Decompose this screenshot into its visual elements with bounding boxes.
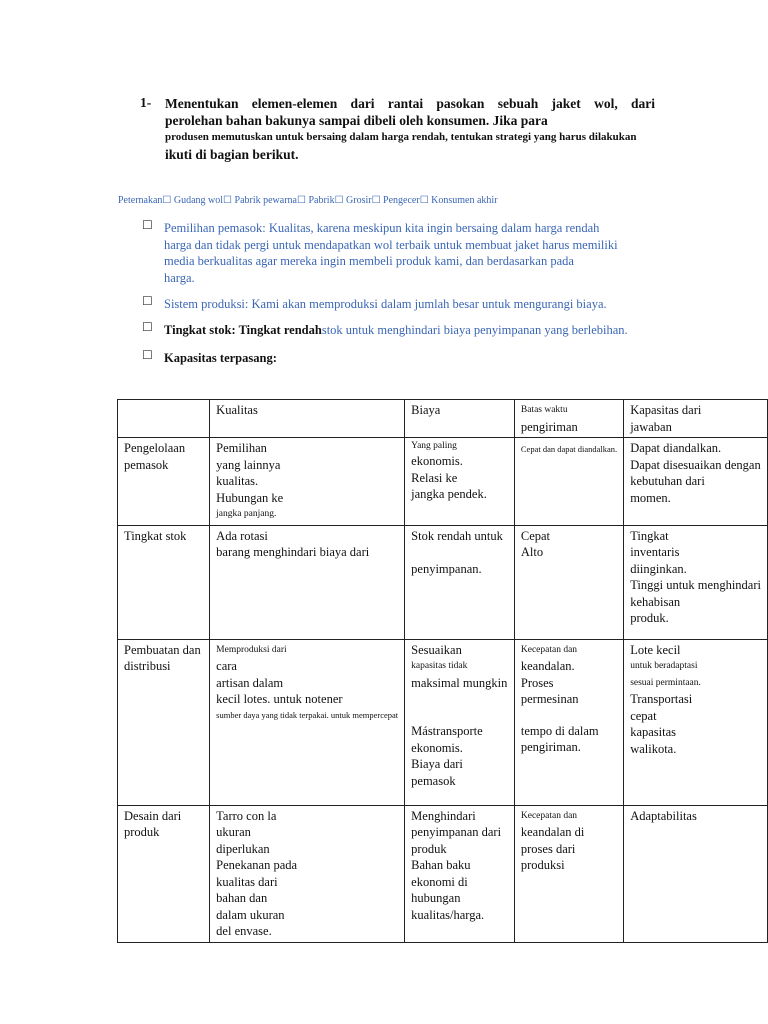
cell-line: Sesuaikan	[411, 642, 462, 657]
cell-line: distribusi	[124, 659, 171, 673]
supplier-selection-paragraph	[164, 220, 618, 286]
row-label	[118, 805, 210, 942]
cell-line: Tingkat	[630, 528, 669, 543]
table-cell	[514, 805, 623, 942]
cell-line: permesinan	[520, 692, 579, 706]
header-delivery: Batas waktu	[520, 405, 568, 415]
cell-line: keandalan di	[520, 825, 585, 839]
table-cell	[405, 438, 515, 526]
cell-line: kapasitas	[630, 725, 677, 739]
cell-line: pengiriman.	[520, 740, 581, 754]
cell-line: Dapat diandalkan.	[630, 441, 722, 455]
cell-line: produk	[411, 841, 447, 856]
row-label	[118, 525, 210, 639]
header-cost: Biaya	[411, 403, 441, 417]
table-header-row	[118, 400, 768, 438]
cell-line: kebutuhan dari	[630, 474, 705, 488]
table-cell	[514, 438, 623, 526]
row-label	[118, 639, 210, 805]
cell-line: diperlukan	[216, 841, 270, 856]
cell-line: cara	[216, 659, 237, 673]
cell-spacer	[411, 691, 508, 723]
table-cell	[405, 639, 515, 805]
installed-capacity-heading: Kapasitas terpasang:	[164, 351, 277, 365]
header-delivery-2: pengiriman	[520, 419, 578, 434]
cell-line: artisan dalam	[216, 675, 284, 690]
header-capacity: Kapasitas dari	[630, 403, 702, 417]
bullet-icon: ☐	[142, 320, 153, 334]
cell-line: jangka pendek.	[411, 487, 487, 501]
cell-line: Tarro con la	[216, 808, 277, 823]
cell-line: tempo di dalam	[520, 723, 599, 738]
cell-line: dalam ukuran	[216, 907, 285, 922]
cell-line: keandalan.	[520, 659, 575, 673]
cell-line: diinginkan.	[630, 561, 687, 576]
paragraph-line: harga dan tidak pergi untuk mendapatkan wol terbaik untuk membuat jaket harus memiliki	[164, 237, 618, 252]
cell-line: Mástransporte	[411, 724, 483, 738]
cell-line: Transportasi	[630, 692, 693, 706]
cell-line: kualitas/harga.	[411, 907, 485, 922]
cell-line	[521, 440, 617, 458]
cell-line: ekonomi di	[411, 874, 468, 889]
cell-spacer	[521, 708, 617, 723]
header-quality: Kualitas	[216, 403, 258, 417]
question-line-2: perolehan bahan bakunya sampai dibeli oleh konsumen. Jika para	[165, 113, 548, 128]
cell-line: pemasok	[411, 773, 456, 788]
cell-line: hubungan	[411, 891, 461, 905]
cell-line: inventaris	[630, 545, 680, 559]
cell-line: kecil lotes. untuk notener	[216, 692, 343, 706]
cell-line: walikota.	[630, 741, 677, 756]
cell-line: Ada rotasi	[216, 528, 268, 543]
cell-line: Dapat disesuaikan dengan	[630, 457, 761, 472]
table-cell	[624, 438, 768, 526]
question-number: 1-	[140, 95, 152, 110]
bullet-icon: ☐	[142, 294, 153, 308]
cell-line: kehabisan	[630, 594, 681, 609]
cell-line: Tinggi untuk menghindari	[630, 578, 761, 592]
cell-line: momen.	[630, 490, 671, 505]
table-cell	[405, 525, 515, 639]
cell-line: sumber daya yang tidak terpakai. untuk mempercepat	[216, 709, 399, 720]
cell-line: Alto	[520, 545, 544, 559]
cell-line: Kecepatan dan	[520, 810, 578, 821]
row-label	[118, 438, 210, 526]
cell-line: penyimpanan dari	[411, 825, 502, 839]
cell-line: untuk beradaptasi	[630, 661, 698, 671]
cell-line: Proses	[520, 675, 554, 690]
cell-line: ekonomis.	[411, 454, 463, 468]
cell-line: Desain dari	[124, 808, 182, 823]
table-cell	[210, 805, 405, 942]
cell-line: del envase.	[216, 924, 272, 938]
table-header-cell	[405, 400, 515, 438]
cell-line: Penekanan pada	[216, 858, 298, 872]
cell-line: Kecepatan dan	[520, 644, 578, 655]
cell-line: Cepat	[520, 528, 551, 543]
question-line-1: Menentukan elemen-elemen dari rantai pasokan sebuah jaket wol, dari	[165, 96, 655, 111]
cell-line: kapasitas tidak	[411, 661, 468, 671]
cell-line: ukuran	[216, 825, 251, 839]
cell-line: Memproduksi dari	[216, 644, 287, 655]
cell-line: Adaptabilitas	[630, 808, 697, 823]
table-header-cell	[210, 400, 405, 438]
table-row	[118, 525, 768, 639]
cell-line: ekonomis.	[411, 740, 463, 755]
cell-line: Pemilihan	[216, 441, 267, 455]
cell-line: yang lainnya	[216, 457, 281, 472]
question-line-3: produsen memutuskan untuk bersaing dalam harga rendah, tentukan strategi yang harus dilakukan	[165, 131, 637, 143]
table-cell	[624, 525, 768, 639]
production-system-paragraph: Sistem produksi: Kami akan memproduksi dalam jumlah besar untuk mengurangi biaya.	[164, 297, 607, 311]
cell-line: Pembuatan dan	[124, 642, 201, 657]
question-line-4: ikuti di bagian berikut.	[165, 147, 299, 162]
table-cell	[210, 525, 405, 639]
table-header-empty	[118, 400, 210, 438]
stock-level-label: Tingkat stok: Tingkat rendah	[164, 323, 322, 337]
table-cell	[405, 805, 515, 942]
cell-line: Menghindari	[411, 808, 476, 823]
table-cell	[514, 639, 623, 805]
table-cell	[210, 438, 405, 526]
paragraph-line: harga.	[164, 270, 195, 285]
cell-line: Hubungan ke	[216, 490, 284, 505]
cell-line: bahan dan	[216, 891, 268, 905]
cell-line: Relasi ke	[411, 470, 458, 485]
header-capacity-2: jawaban	[630, 419, 672, 434]
cell-line: kualitas dari	[216, 874, 278, 889]
cell-line: Pengelolaan	[124, 441, 186, 455]
cell-line: produksi	[520, 858, 565, 872]
bullet-icon: ☐	[142, 348, 153, 362]
supply-chain-line: Peternakan☐ Gudang wol☐ Pabrik pewarna☐ Pabrik☐ Grosir☐ Pengecer☐ Konsumen akhir	[118, 195, 498, 206]
paragraph-line: media berkualitas agar mereka ingin membeli produk kami, dan berdasarkan pada	[164, 254, 574, 268]
table-cell	[210, 639, 405, 805]
table-cell	[514, 525, 623, 639]
table-row	[118, 805, 768, 942]
cell-line: maksimal mungkin	[411, 675, 508, 690]
paragraph-line: Pemilihan pemasok: Kualitas, karena meskipun kita ingin bersaing dalam harga rendah	[164, 221, 600, 235]
stock-level-text: stok untuk menghindari biaya penyimpanan yang berlebihan.	[321, 323, 628, 337]
cell-line	[411, 544, 508, 561]
cell-line: pemasok	[124, 457, 169, 472]
cell-line: Stok rendah untuk	[411, 528, 503, 543]
cell-line: Tingkat stok	[124, 528, 187, 543]
table-header-cell	[624, 400, 768, 438]
stock-level-paragraph	[164, 322, 628, 339]
cell-line: penyimpanan.	[411, 561, 482, 576]
cell-line: produk.	[630, 611, 669, 625]
cell-line: Yang paling	[411, 441, 457, 451]
table-header-cell	[514, 400, 623, 438]
cell-line: produk	[124, 825, 160, 839]
table-cell	[624, 805, 768, 942]
cell-line: Biaya dari	[411, 757, 463, 771]
strategy-table	[117, 399, 768, 943]
cell-line: cepat	[630, 708, 657, 723]
table-row	[118, 438, 768, 526]
cell-line: proses dari	[520, 841, 576, 856]
bullet-icon: ☐	[142, 218, 153, 232]
cell-line: kualitas.	[216, 474, 259, 488]
cell-line: barang menghindari biaya dari	[216, 545, 370, 559]
cell-line: Lote kecil	[630, 642, 681, 657]
cell-line: jangka panjang.	[216, 509, 277, 519]
table-cell	[624, 639, 768, 805]
cell-line: sesuai permintaan.	[630, 677, 701, 688]
table-row	[118, 639, 768, 805]
cell-line: Bahan baku	[411, 858, 471, 872]
cell-text: Cepat dan dapat diandalkan.	[520, 444, 618, 454]
